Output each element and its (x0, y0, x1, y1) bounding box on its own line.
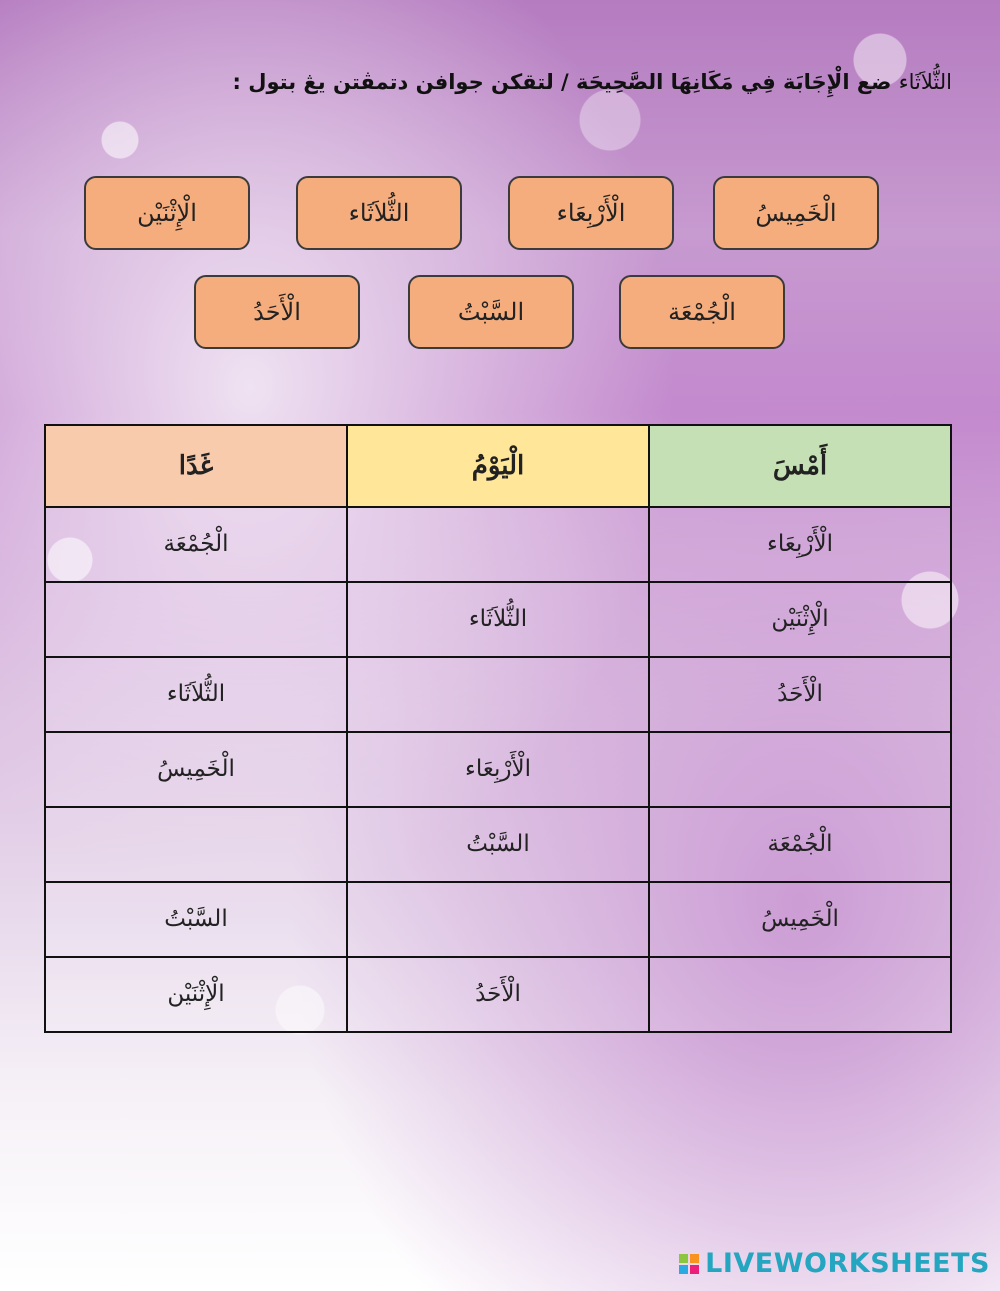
cell-text: الْأَرْبِعَاء (465, 756, 531, 782)
cell-text: الْإِثْنَيْن (167, 981, 225, 1007)
cell-today[interactable] (347, 732, 649, 807)
cell-today[interactable] (347, 807, 649, 882)
cell-text: السَّبْتُ (164, 906, 228, 932)
cell-yesterday[interactable] (649, 657, 951, 732)
table-row (45, 582, 951, 657)
liveworksheets-brand (679, 1248, 990, 1279)
cell-text: السَّبْتُ (466, 831, 530, 857)
cell-text: الْخَمِيسُ (157, 756, 235, 782)
header-today: الْيَوْمُ (347, 425, 649, 507)
cell-yesterday[interactable] (649, 582, 951, 657)
answer-tile-wednesday[interactable]: الْأَرْبِعَاء (508, 176, 674, 250)
logo-square (679, 1265, 688, 1274)
cell-yesterday[interactable] (649, 807, 951, 882)
instruction-lead: الثُّلاَثَاء (898, 70, 952, 94)
drop-zone-tomorrow[interactable] (45, 582, 347, 657)
instruction-body: ضع الْإِجَابَة فِي مَكَانِهَا الصَّحِيحَة / لتقكن جوافن دتمڤتن يڠ بتول : (232, 70, 892, 94)
answer-tile-saturday[interactable]: السَّبْتُ (408, 275, 574, 349)
brand-name: LIVEWORKSHEETS (705, 1248, 990, 1279)
drop-zone-yesterday[interactable] (649, 732, 951, 807)
cell-text: الْجُمْعَة (163, 531, 229, 557)
cell-today[interactable] (347, 957, 649, 1032)
cell-text: الْجُمْعَة (767, 831, 833, 857)
logo-square (690, 1265, 699, 1274)
cell-text (47, 584, 345, 655)
cell-text (651, 959, 949, 1030)
table-row (45, 807, 951, 882)
table-row (45, 882, 951, 957)
days-table (44, 424, 952, 1033)
cell-text (349, 884, 647, 955)
cell-text: الْخَمِيسُ (761, 906, 839, 932)
cell-text: الْأَحَدُ (475, 981, 521, 1007)
instruction-text (47, 70, 952, 94)
table-row (45, 507, 951, 582)
drop-zone-yesterday[interactable] (649, 957, 951, 1032)
cell-text: الْإِثْنَيْن (771, 606, 829, 632)
cell-text (349, 509, 647, 580)
cell-text: الثُّلاَثَاء (166, 681, 226, 707)
cell-text: الثُّلاَثَاء (468, 606, 528, 632)
header-tomorrow: غَدًا (45, 425, 347, 507)
cell-tomorrow[interactable] (45, 957, 347, 1032)
answer-tile-tuesday[interactable]: الثُّلاَثَاء (296, 176, 462, 250)
table-row (45, 732, 951, 807)
cell-yesterday[interactable] (649, 882, 951, 957)
answer-tile-sunday[interactable]: الْأَحَدُ (194, 275, 360, 349)
answer-tile-thursday[interactable]: الْخَمِيسُ (713, 176, 879, 250)
liveworksheets-logo-icon (679, 1254, 699, 1274)
drop-zone-today[interactable] (347, 657, 649, 732)
cell-text (47, 809, 345, 880)
drop-zone-today[interactable] (347, 507, 649, 582)
cell-text (651, 734, 949, 805)
drop-zone-tomorrow[interactable] (45, 807, 347, 882)
answer-tile-friday[interactable]: الْجُمْعَة (619, 275, 785, 349)
cell-text (349, 659, 647, 730)
header-row (45, 425, 951, 507)
cell-tomorrow[interactable] (45, 882, 347, 957)
cell-yesterday[interactable] (649, 507, 951, 582)
logo-square (679, 1254, 688, 1263)
cell-text: الْأَرْبِعَاء (767, 531, 833, 557)
table-row (45, 957, 951, 1032)
table-row (45, 657, 951, 732)
cell-text: الْأَحَدُ (777, 681, 823, 707)
cell-tomorrow[interactable] (45, 507, 347, 582)
cell-tomorrow[interactable] (45, 657, 347, 732)
cell-tomorrow[interactable] (45, 732, 347, 807)
header-yesterday: أَمْسَ (649, 425, 951, 507)
cell-today[interactable] (347, 582, 649, 657)
logo-square (690, 1254, 699, 1263)
drop-zone-today[interactable] (347, 882, 649, 957)
answer-tile-monday[interactable]: الْإِثْنَيْن (84, 176, 250, 250)
